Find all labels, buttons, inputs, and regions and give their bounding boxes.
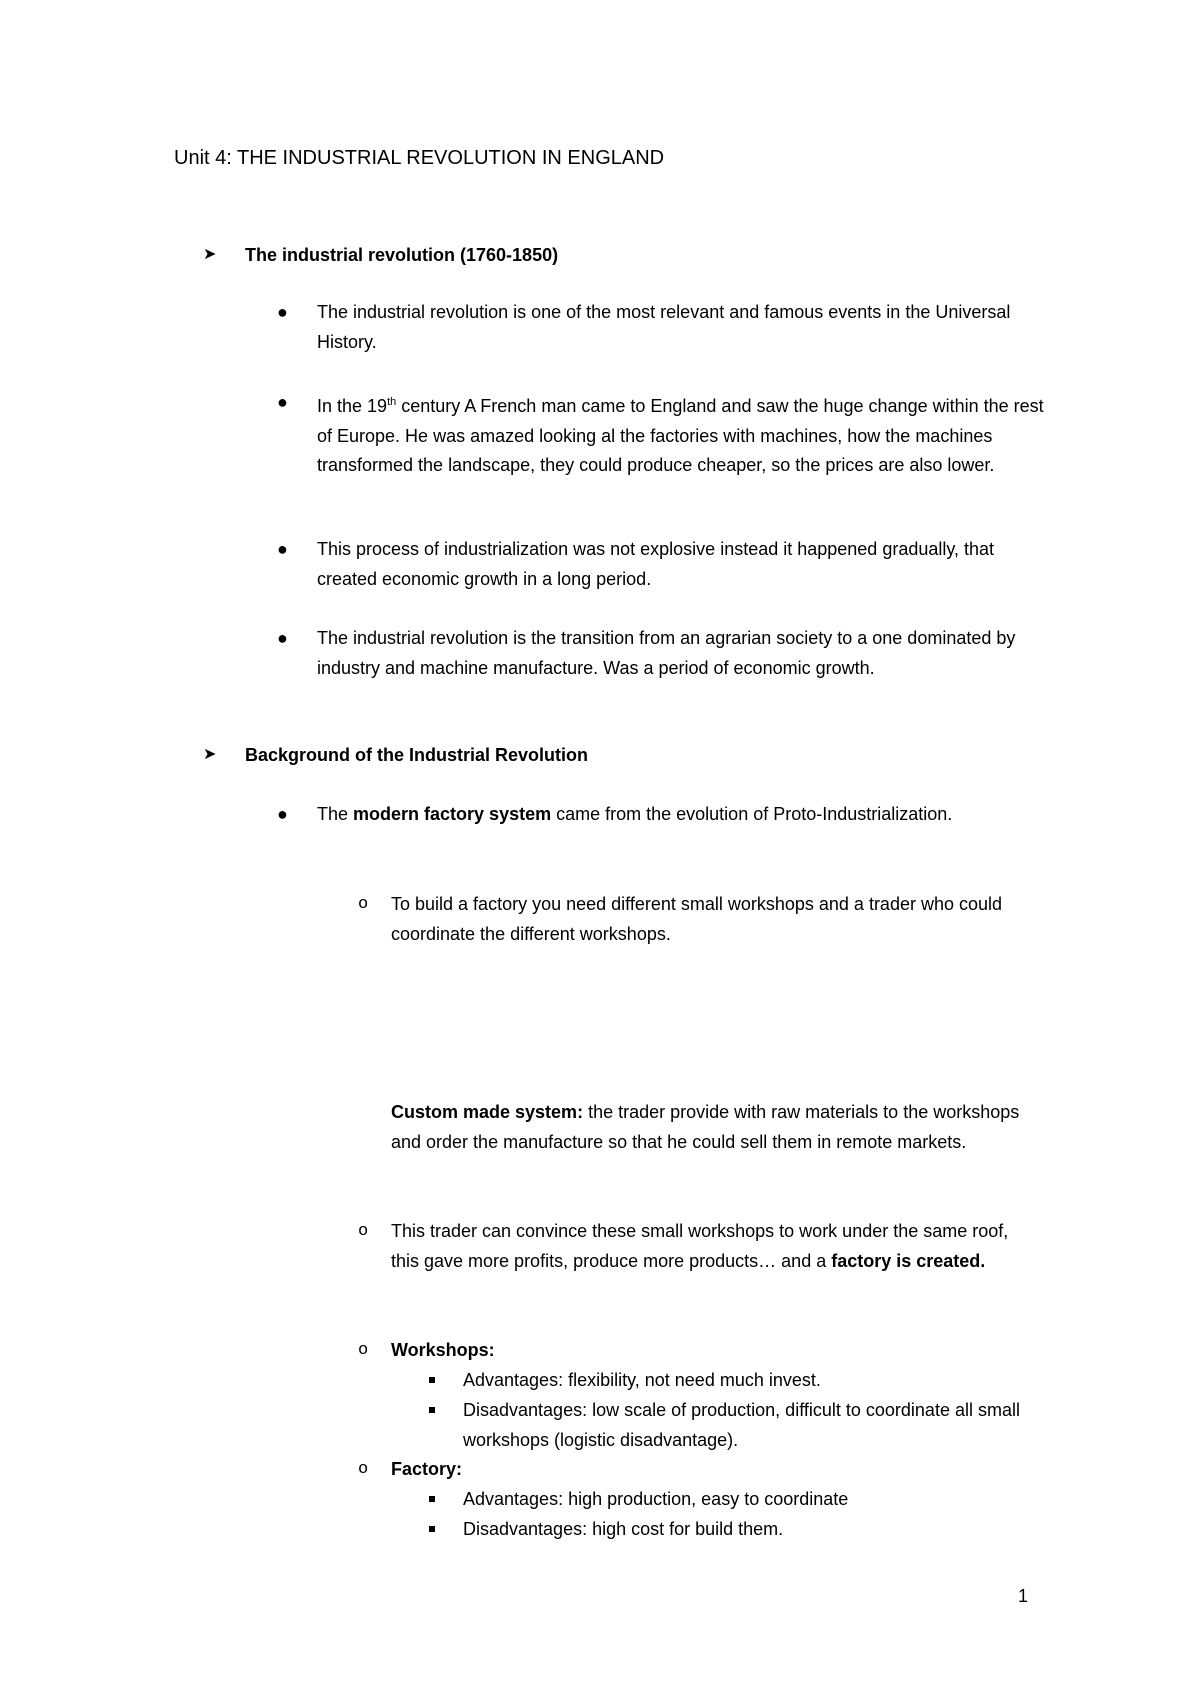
list-item	[277, 388, 1057, 481]
circle-bullet-icon: o	[358, 1460, 369, 1479]
list-item	[277, 298, 1057, 357]
list-item	[277, 624, 1057, 683]
list-item-text: In the 19th century A French man came to England and saw the huge change within the rest of Europe. He was amazed looking al the factories with machines, how the machines transformed the landscape, they could produce cheaper, so the prices are also lower.	[317, 396, 1044, 475]
square-bullet-icon	[429, 1407, 435, 1413]
sub-list-item-text: Factory:	[391, 1459, 463, 1479]
bullet-dot-icon: ●	[277, 804, 288, 824]
list-item-text: This process of industrialization was not explosive instead it happened gradually, that created economic growth in a long period.	[317, 539, 995, 589]
list-item-text: The industrial revolution is the transition from an agrarian society to a one dominated by industry and machine manufacture. Was a period of economic growth.	[317, 628, 1016, 678]
sub-list-item-text: To build a factory you need different small workshops and a trader who could coordinate the different workshops.	[391, 894, 1003, 944]
bullet-dot-icon: ●	[277, 392, 288, 412]
page-number: 1	[1018, 1586, 1029, 1606]
arrow-bullet-icon: ➤	[203, 746, 217, 763]
sub-sub-list-item-text: Advantages: high production, easy to coordinate	[463, 1489, 849, 1509]
sub-list-item-workshops	[358, 1336, 1041, 1366]
sub-list-item	[358, 1217, 1041, 1276]
sub-sub-list-item	[463, 1366, 1043, 1396]
sub-list-item-text: This trader can convince these small workshops to work under the same roof, this gave more profits, produce more products… and a factory is created.	[391, 1221, 1009, 1271]
list-item	[277, 535, 1057, 594]
sub-list-item-text: Workshops:	[391, 1340, 495, 1360]
circle-bullet-icon: o	[358, 1341, 369, 1360]
sub-sub-list-item	[463, 1515, 1043, 1545]
arrow-bullet-icon: ➤	[203, 246, 217, 263]
list-item-text: The industrial revolution is one of the most relevant and famous events in the Universal History.	[317, 302, 1011, 352]
bullet-dot-icon: ●	[277, 628, 288, 648]
section-heading-text: Background of the Industrial Revolution	[245, 745, 589, 765]
circle-bullet-icon: o	[358, 895, 369, 914]
bullet-dot-icon: ●	[277, 302, 288, 322]
square-bullet-icon	[429, 1496, 435, 1502]
sub-sub-list-item-text: Disadvantages: high cost for build them.	[463, 1519, 784, 1539]
paragraph-text: Custom made system: the trader provide with raw materials to the workshops and order the manufacture so that he could sell them in remote markets.	[391, 1102, 1020, 1152]
list-item	[277, 800, 1057, 830]
list-item-text: The modern factory system came from the evolution of Proto-Industrialization.	[317, 804, 953, 824]
bullet-dot-icon: ●	[277, 539, 288, 559]
square-bullet-icon	[429, 1526, 435, 1532]
sub-list-item	[358, 890, 1041, 949]
sub-sub-list-item	[463, 1485, 1043, 1515]
sub-list-item-factory	[358, 1455, 1041, 1485]
sub-sub-list-item-text: Disadvantages: low scale of production, difficult to coordinate all small workshops (logistic disadvantage).	[463, 1400, 1020, 1450]
paragraph-custom-made	[391, 1098, 1041, 1157]
circle-bullet-icon: o	[358, 1222, 369, 1241]
page-title: Unit 4: THE INDUSTRIAL REVOLUTION IN ENGLAND	[174, 147, 665, 169]
square-bullet-icon	[429, 1377, 435, 1383]
section-heading-text: The industrial revolution (1760-1850)	[245, 245, 559, 265]
sub-sub-list-item	[463, 1396, 1043, 1455]
sub-sub-list-item-text: Advantages: flexibility, not need much invest.	[463, 1370, 821, 1390]
